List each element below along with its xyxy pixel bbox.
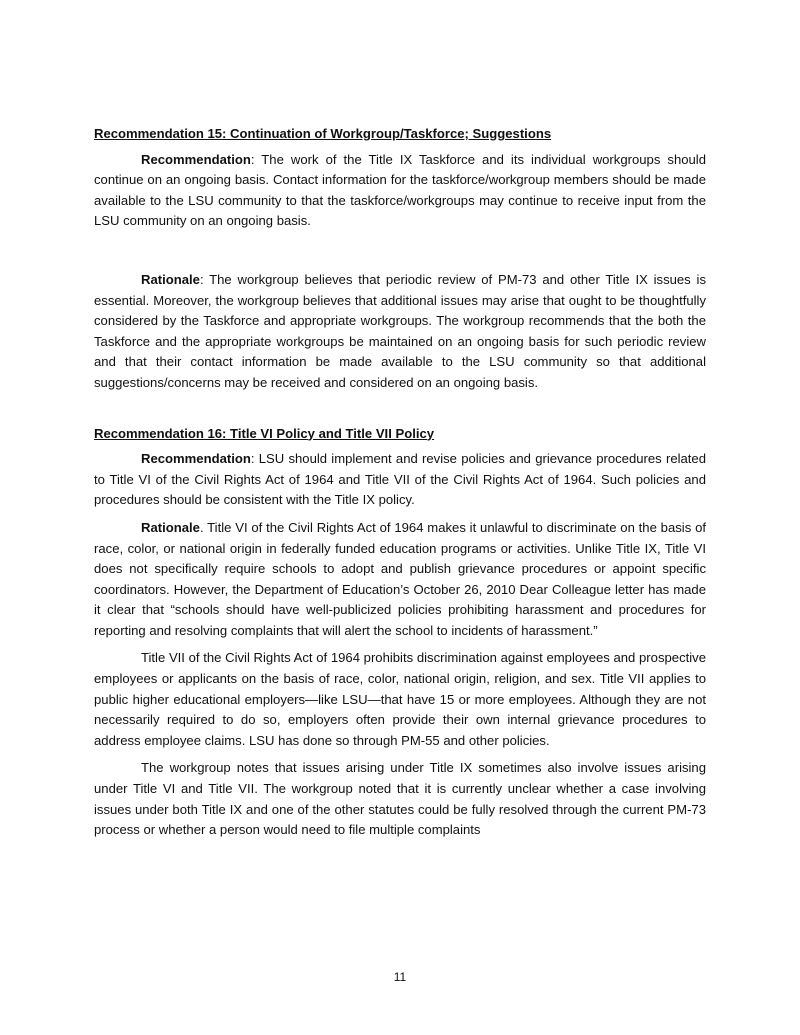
recommendation-16-paragraph [94, 449, 706, 511]
rationale-label: Rationale [141, 519, 200, 535]
title-vii-paragraph: Title VII of the Civil Rights Act of 1964 prohibits discrimination against employees and prospective employees or applicants on the basis of race, color, national origin, religion, and sex. Title VII applies to public higher educational employers—like LSU—that have 15 or more employees. Although they are not necessarily required to do so, employers often provide their own internal grievance procedures to address employee claims. LSU has done so through PM-55 and other policies. [94, 650, 706, 748]
page-number: 11 [393, 970, 407, 984]
document-page [94, 124, 706, 841]
rationale-text: : The workgroup believes that periodic review of PM-73 and other Title IX issues is essential. Moreover, the workgroup believes that additional issues may arise that ought to be thoughtfully considered by the Taskforce and appropriate workgroups. The workgroup recommends that the both the Taskforce and the appropriate workgroups be maintained on an ongoing basis for such periodic review and that their contact information be made available to the LSU community so that additional suggestions/concerns may be received and considered on an ongoing basis. [94, 271, 706, 390]
rationale-16-paragraph [94, 518, 706, 642]
workgroup-notes-paragraph: The workgroup notes that issues arising under Title IX sometimes also involve issues arising under Title VI and Title VII. The workgroup noted that it is currently unclear whether a case involving issues under both Title IX and one of the other statutes could be fully resolved through the current PM-73 process or whether a person would need to file multiple complaints [94, 760, 706, 838]
recommendation-text: : LSU should implement and revise policies and grievance procedures related to Title VI of the Civil Rights Act of 1964 and Title VII of the Civil Rights Act of 1964. Such policies and procedures should be consistent with the Title IX policy. [94, 451, 706, 508]
rationale-15-paragraph [94, 270, 706, 394]
recommendation-label: Recommendation [141, 451, 251, 467]
recommendation-label: Recommendation [141, 151, 251, 167]
rationale-text: . Title VI of the Civil Rights Act of 1964 makes it unlawful to discriminate on the basis of race, color, or national origin in federally funded education programs or activities. Unlike Title IX, Title VI does not specifically require schools to adopt and publish grievance procedures or appoint specific coordinators. However, the Department of Education’s October 26, 2010 Dear Colleague letter has made it clear that “schools should have well-publicized policies prohibiting harassment and procedures for reporting and resolving complaints that will alert the school to incidents of harassment.” [94, 519, 706, 638]
rationale-label: Rationale [141, 271, 200, 287]
section-heading-recommendation-16: Recommendation 16: Title VI Policy and Title VII Policy [94, 425, 435, 441]
recommendation-text: : The work of the Title IX Taskforce and its individual workgroups should continue on an ongoing basis. Contact information for the taskforce/workgroup members should be made available to the LSU community to that the taskforce/workgroups may continue to receive input from the LSU community on an ongoing basis. [94, 151, 706, 229]
section-heading-recommendation-15: Recommendation 15: Continuation of Workgroup/Taskforce; Suggestions [94, 126, 552, 141]
recommendation-15-paragraph [94, 150, 706, 232]
